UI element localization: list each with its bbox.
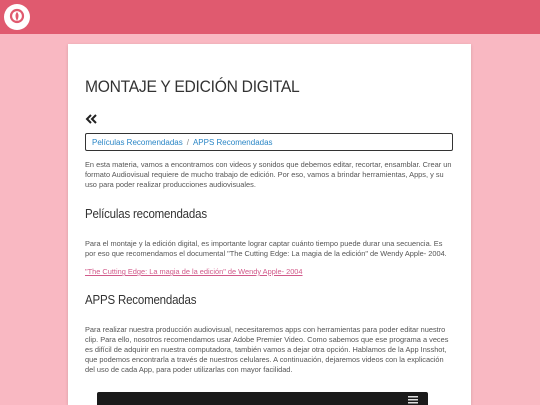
top-bar	[0, 0, 540, 34]
breadcrumb-link-apps[interactable]: APPS Recomendadas	[192, 138, 273, 147]
content-card	[68, 44, 471, 405]
documentary-link[interactable]: "The Cutting Edge: La magia de la edición" de Wendy Apple- 2004	[85, 267, 303, 276]
apps-paragraph: Para realizar nuestra producción audiovisual, necesitaremos apps con herramientas para poder editar nuestro clip. Para ello, nosotros recomendamos usar Adobe Premier Video. Como sabemos que ese programa a veces es difícil de adquirir en nuestra computadora, también vamos a dejar otra opción. Hablamos de la App Insshot, que podemos encontrarla a través de nuestros celulares. A continuación, dejaremos videos con la explicación del uso de cada App, para poder utilizarlas con mayor facilidad.	[85, 325, 449, 374]
page-title: MONTAJE Y EDICIÓN DIGITAL	[85, 77, 300, 96]
movies-paragraph: Para el montaje y la edición digital, es importante lograr captar cuánto tiempo puede durar una secuencia. Es por eso que recomendamos el documental "The Cutting Edge: La magia de la edición" de Wendy Apple- 2004.	[85, 239, 447, 258]
breadcrumb-separator: /	[186, 138, 189, 147]
video-menu-icon[interactable]	[408, 396, 418, 404]
video-embed[interactable]	[97, 392, 428, 405]
logo-icon[interactable]	[4, 4, 30, 30]
breadcrumb-link-peliculas[interactable]: Películas Recomendadas	[92, 138, 183, 147]
movies-heading: Películas recomendadas	[85, 207, 207, 221]
double-chevron-left-icon[interactable]	[85, 112, 97, 124]
intro-paragraph: En esta materia, vamos a encontramos con videos y sonidos que debemos editar, recortar, ensamblar. Crear un formato Audiovisual requiere de mucho trabajo de edición. Por eso, vamos a brindar herramientas, Apps, y su uso para poder realizar producciones audiovisuales.	[85, 160, 452, 189]
breadcrumb	[85, 133, 453, 151]
apps-heading: APPS Recomendadas	[85, 293, 197, 307]
